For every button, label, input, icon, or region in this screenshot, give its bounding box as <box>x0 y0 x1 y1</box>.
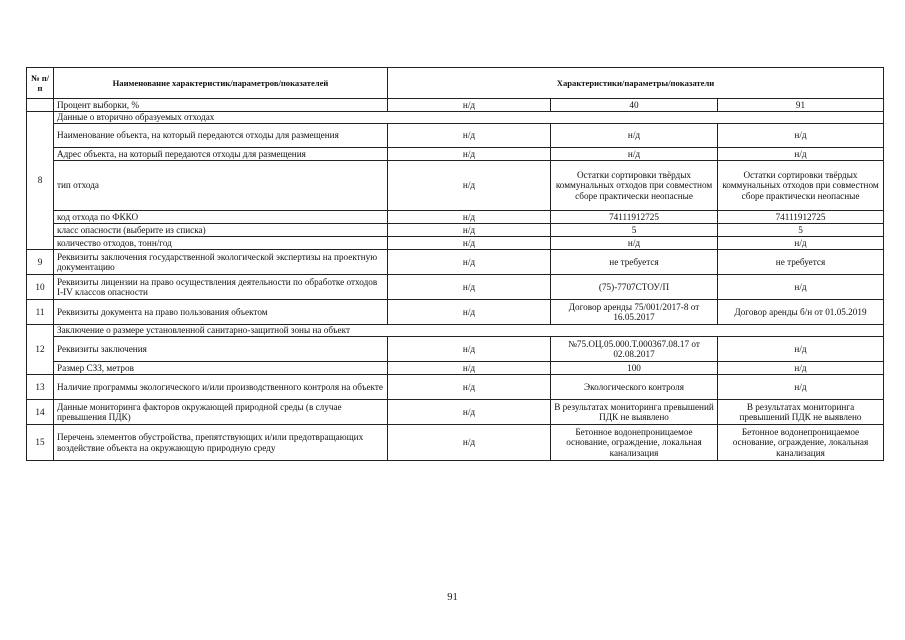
cell-value: н/д <box>551 148 718 161</box>
row-number: 8 <box>27 112 54 250</box>
row-label: Адрес объекта, на который передаются отходы для размещения <box>54 148 388 161</box>
cell-value: 40 <box>551 99 718 112</box>
cell-value: Остатки сортировки твёрдых коммунальных отходов при совместном сборе практически неопасные <box>718 161 884 211</box>
row-label: Реквизиты заключения государственной экологической экспертизы на проектную документацию <box>54 250 388 275</box>
row-label: Размер СЗЗ, метров <box>54 362 388 375</box>
table-row <box>27 250 884 275</box>
cell-value: н/д <box>718 275 884 300</box>
table-header-row <box>27 68 884 99</box>
row-number: 13 <box>27 375 54 400</box>
table-row <box>27 237 884 250</box>
table-row <box>27 275 884 300</box>
cell-value: н/д <box>388 250 551 275</box>
table-row <box>27 375 884 400</box>
cell-value: н/д <box>388 275 551 300</box>
row-number: 11 <box>27 300 54 325</box>
row-label: Наличие программы экологического и/или производственного контроля на объекте <box>54 375 388 400</box>
cell-value: н/д <box>388 99 551 112</box>
table-row <box>27 362 884 375</box>
table-row <box>27 148 884 161</box>
cell-value: н/д <box>388 425 551 461</box>
row-label: количество отходов, тонн/год <box>54 237 388 250</box>
cell-value: не требуется <box>718 250 884 275</box>
cell-value: н/д <box>718 237 884 250</box>
row-label: класс опасности (выберите из списка) <box>54 224 388 237</box>
cell-value: Договор аренды б/н от 01.05.2019 <box>718 300 884 325</box>
cell-value: не требуется <box>551 250 718 275</box>
cell-value: 74111912725 <box>718 211 884 224</box>
characteristics-table <box>26 67 884 461</box>
cell-value: н/д <box>551 237 718 250</box>
row-label: Реквизиты лицензии на право осуществления деятельности по обработке отходов I-IV классов опасности <box>54 275 388 300</box>
cell-value: н/д <box>388 211 551 224</box>
cell-value: В результатах мониторинга превышений ПДК не выявлено <box>551 400 718 425</box>
cell-value: №75.ОЦ.05.000.Т.000367.08.17 от 02.08.2017 <box>551 337 718 362</box>
cell-value: 5 <box>551 224 718 237</box>
cell-value: Остатки сортировки твёрдых коммунальных отходов при совместном сборе практически неопасные <box>551 161 718 211</box>
row-label: Реквизиты заключения <box>54 337 388 362</box>
row-number <box>27 99 54 112</box>
table-row <box>27 124 884 148</box>
cell-value: 91 <box>718 99 884 112</box>
cell-value: н/д <box>718 362 884 375</box>
row-label: Процент выборки, % <box>54 99 388 112</box>
cell-value: 74111912725 <box>551 211 718 224</box>
cell-value: 5 <box>718 224 884 237</box>
cell-value: Договор аренды 75/001/2017-8 от 16.05.2017 <box>551 300 718 325</box>
cell-value: Бетонное водонепроницаемое основание, ограждение, локальная канализация <box>551 425 718 461</box>
header-name: Наименование характеристик/параметров/показателей <box>54 68 388 99</box>
cell-value: н/д <box>388 400 551 425</box>
section-label: Заключение о размере установленной санитарно-защитной зоны на объект <box>54 325 884 337</box>
row-number: 12 <box>27 325 54 375</box>
table-row <box>27 211 884 224</box>
table-row <box>27 425 884 461</box>
table-row <box>27 161 884 211</box>
row-label: Перечень элементов обустройства, препятствующих и/или предотвращающих воздействие объекта на окружающую природную среду <box>54 425 388 461</box>
row-number: 15 <box>27 425 54 461</box>
cell-value: н/д <box>718 375 884 400</box>
table-row <box>27 99 884 112</box>
row-label: код отхода по ФККО <box>54 211 388 224</box>
cell-value: н/д <box>388 300 551 325</box>
row-label: Данные мониторинга факторов окружающей природной среды (в случае превышения ПДК) <box>54 400 388 425</box>
header-values: Характеристики/параметры/показатели <box>388 68 884 99</box>
cell-value: н/д <box>388 362 551 375</box>
cell-value: Бетонное водонепроницаемое основание, ограждение, локальная канализация <box>718 425 884 461</box>
table-row <box>27 325 884 337</box>
cell-value: (75)-7707СТОУ/П <box>551 275 718 300</box>
cell-value: В результатах мониторинга превышений ПДК не выявлено <box>718 400 884 425</box>
cell-value: н/д <box>388 224 551 237</box>
header-num: № п/п <box>27 68 54 99</box>
table-row <box>27 400 884 425</box>
row-number: 10 <box>27 275 54 300</box>
cell-value: н/д <box>388 375 551 400</box>
cell-value: н/д <box>388 148 551 161</box>
cell-value: 100 <box>551 362 718 375</box>
table-row <box>27 224 884 237</box>
table-row <box>27 337 884 362</box>
cell-value: н/д <box>388 161 551 211</box>
cell-value: н/д <box>388 237 551 250</box>
cell-value: н/д <box>718 148 884 161</box>
row-number: 9 <box>27 250 54 275</box>
section-label: Данные о вторично образуемых отходах <box>54 112 884 124</box>
cell-value: н/д <box>388 124 551 148</box>
table-row <box>27 112 884 124</box>
row-label: Наименование объекта, на который передаются отходы для размещения <box>54 124 388 148</box>
cell-value: Экологического контроля <box>551 375 718 400</box>
cell-value: н/д <box>718 124 884 148</box>
page-number: 91 <box>447 592 458 603</box>
row-label: Реквизиты документа на право пользования объектом <box>54 300 388 325</box>
cell-value: н/д <box>388 337 551 362</box>
cell-value: н/д <box>718 337 884 362</box>
cell-value: н/д <box>551 124 718 148</box>
row-label: тип отхода <box>54 161 388 211</box>
table-row <box>27 300 884 325</box>
row-number: 14 <box>27 400 54 425</box>
